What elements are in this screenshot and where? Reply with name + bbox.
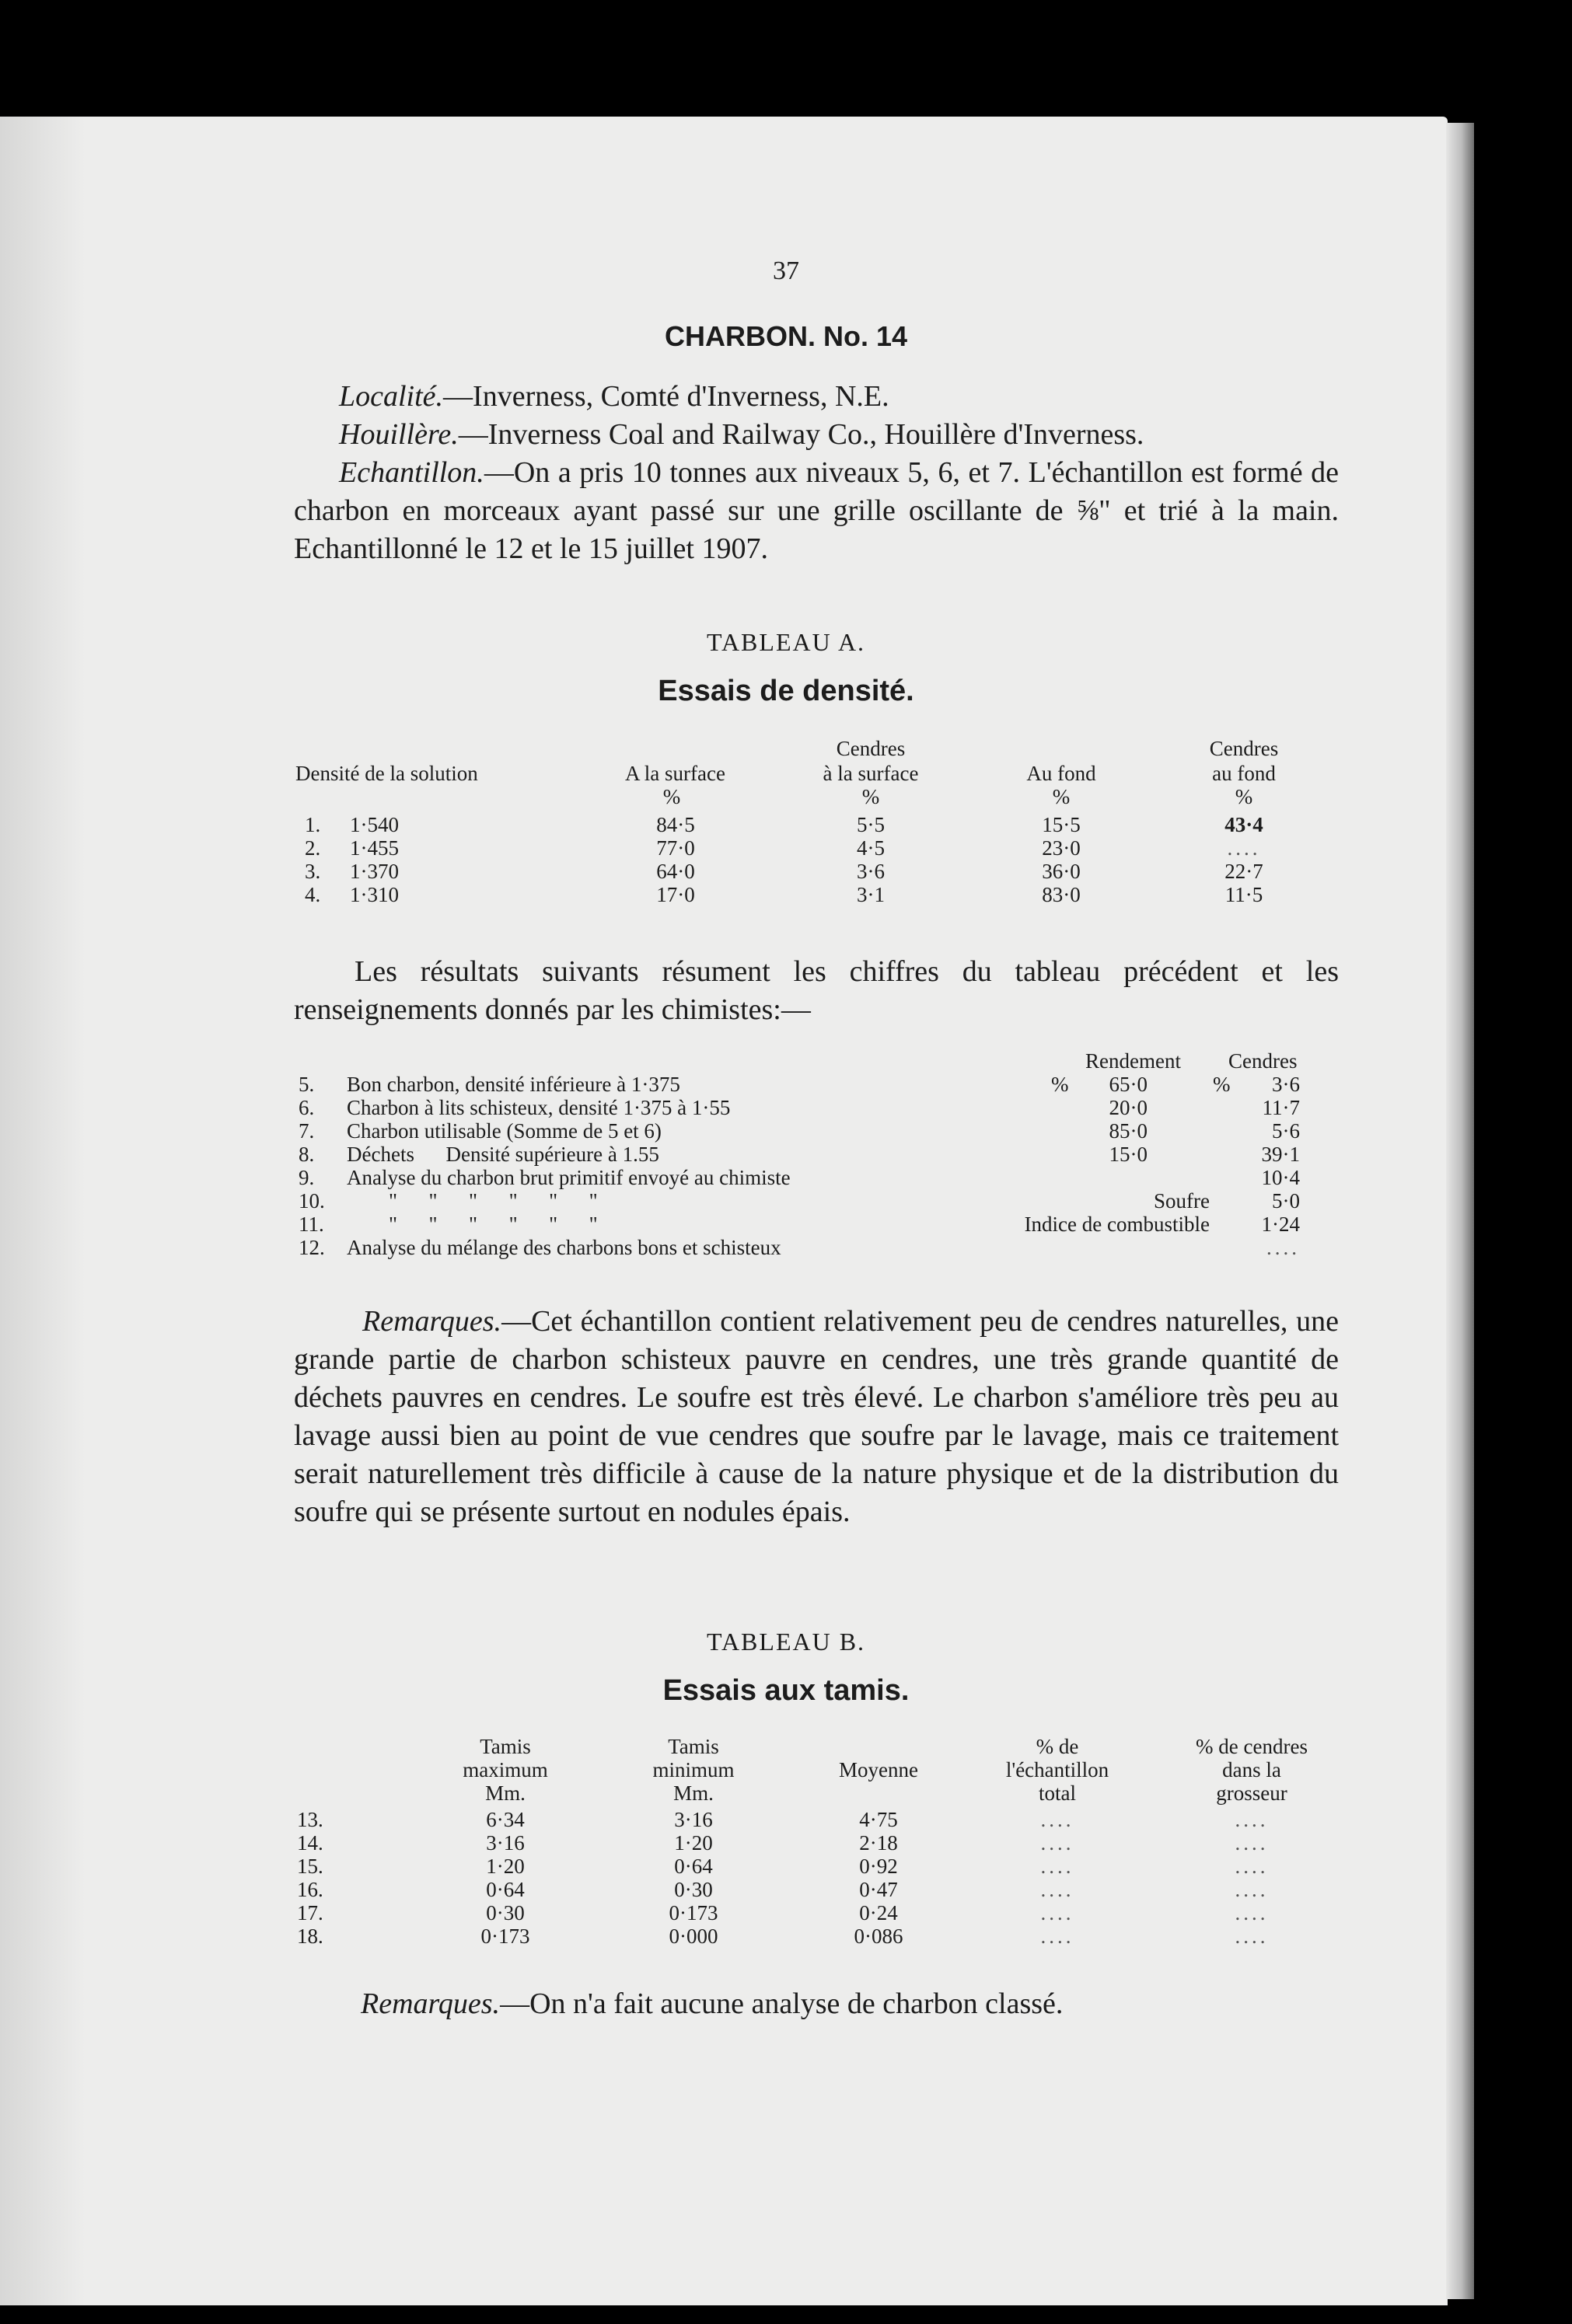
remarques-b <box>361 1987 1063 2021</box>
pct-mark-surface: % <box>662 785 681 808</box>
cendres-surface-value: 5·5 <box>857 813 885 836</box>
densite-value: 1·310 <box>350 883 399 906</box>
localite-text: —Inverness, Comté d'Inverness, N.E. <box>443 380 889 413</box>
pct-mark-cendres-surface: % <box>861 785 880 808</box>
rendement-value: Soufre <box>1154 1189 1210 1213</box>
cendres-fond-value: 22·7 <box>1224 860 1263 883</box>
col-max-header-1: Tamis <box>480 1735 531 1758</box>
moy-value: 0·24 <box>859 1901 898 1924</box>
cendres-surface-value: 3·1 <box>857 883 885 906</box>
cendres-fond-value: 43·4 <box>1224 813 1263 836</box>
remarques-a <box>294 1303 1339 1531</box>
echantillon-text: —On a pris 10 tonnes aux niveaux 5, 6, et 7. L'échantillon est formé de charbon en morceaux ayant passé sur une grille oscillante de ⅝" et trié à la main. Echantillonné le 12 et le 15 juillet 1907. <box>294 456 1339 565</box>
moy-value: 0·47 <box>859 1878 898 1901</box>
cendres-value: 11·7 <box>1262 1096 1300 1119</box>
fond-value: 83·0 <box>1042 883 1081 906</box>
rendement-value: Indice de combustible <box>1024 1213 1210 1236</box>
rendement-value: 15·0 <box>1109 1143 1148 1166</box>
col-cendres-surface-header-2: à la surface <box>823 762 919 785</box>
cen-value: .... <box>1235 1831 1269 1855</box>
row-number: 8. <box>299 1143 315 1166</box>
min-value: 1·20 <box>674 1831 713 1855</box>
min-value: 0·64 <box>674 1855 713 1878</box>
remarques-a-text: —Cet échantillon contient relativement peu de cendres naturelles, une grande partie de charbon schisteux pauvre en cendres, une très grande quantité de déchets pauvres en cendres. Le soufre est très élevé. Le charbon s'améliore très peu au lavage aussi bien au point de vue cendres que soufre par le lavage, mais ce traitement serait naturellement très difficile à cause de la nature physique et de la distribution du soufre qui se présente surtout en nodules épais. <box>294 1305 1339 1528</box>
table-b-title: TABLEAU B. <box>706 1628 866 1656</box>
col-cen-header-1: % de cendres <box>1196 1735 1308 1758</box>
col-cendres-fond-header-2: au fond <box>1212 762 1276 785</box>
row-label: Charbon à lits schisteux, densité 1·375 à 1·55 <box>347 1096 731 1119</box>
col-max-header-3: Mm. <box>485 1781 526 1805</box>
row-number: 18. <box>297 1924 323 1948</box>
houillere-text: —Inverness Coal and Railway Co., Houillère d'Inverness. <box>458 418 1144 451</box>
table-a-title: TABLEAU A. <box>706 628 866 656</box>
max-value: 1·20 <box>486 1855 525 1878</box>
col-cen-header-2: dans la <box>1222 1758 1281 1781</box>
moy-value: 2·18 <box>859 1831 898 1855</box>
cendres-value: 39·1 <box>1261 1143 1300 1166</box>
col-max-header-2: maximum <box>463 1758 548 1781</box>
row-number: 1. <box>305 813 321 836</box>
col-surface-header: A la surface <box>625 762 725 785</box>
page-left-shade <box>0 117 86 2305</box>
cendres-value: 5·6 <box>1272 1119 1300 1143</box>
row-number: 4. <box>305 883 321 906</box>
table-b-subtitle: Essais aux tamis. <box>662 1674 910 1707</box>
table-a-subtitle: Essais de densité. <box>658 675 914 707</box>
ech-value: .... <box>1040 1878 1074 1901</box>
row-number: 12. <box>299 1236 325 1259</box>
page-number: 37 <box>773 256 799 285</box>
cendres-value: 5·0 <box>1272 1189 1300 1213</box>
row-label: Analyse du mélange des charbons bons et schisteux <box>347 1236 781 1259</box>
row-number: 16. <box>297 1878 323 1901</box>
intro-block <box>294 378 1339 568</box>
houillere-label: Houillère. <box>339 418 459 451</box>
surface-value: 84·5 <box>656 813 695 836</box>
localite-line <box>294 378 1339 416</box>
densite-value: 1·370 <box>350 860 399 883</box>
col-densite-header: Densité de la solution <box>295 762 478 785</box>
col-ech-header-2: l'échantillon <box>1005 1758 1109 1781</box>
col-rendement-header: Rendement <box>1085 1049 1181 1073</box>
rendement-value: 65·0 <box>1109 1073 1148 1096</box>
cendres-fond-value: 11·5 <box>1224 883 1263 906</box>
ech-value: .... <box>1040 1855 1074 1878</box>
ech-value: .... <box>1040 1924 1074 1948</box>
cen-value: .... <box>1235 1855 1269 1878</box>
summary-intro: Les résultats suivants résument les chiffres du tableau précédent et les renseignements donnés par les chimistes:— <box>294 955 1339 1026</box>
row-number: 6. <box>299 1096 315 1119</box>
pct-mark-cendres-fond: % <box>1235 785 1253 808</box>
row-number: 11. <box>299 1213 324 1236</box>
fond-value: 23·0 <box>1042 836 1081 860</box>
pct-mark-cendres: % <box>1213 1073 1231 1096</box>
row-number: 7. <box>299 1119 315 1143</box>
cendres-value: 1·24 <box>1261 1213 1300 1236</box>
echantillon-paragraph <box>294 454 1339 568</box>
surface-value: 77·0 <box>656 836 695 860</box>
cen-value: .... <box>1235 1808 1269 1831</box>
cendres-surface-value: 3·6 <box>857 860 885 883</box>
row-number: 14. <box>297 1831 323 1855</box>
remarques-b-text: —On n'a fait aucune analyse de charbon classé. <box>500 1987 1064 2020</box>
ech-value: .... <box>1040 1808 1074 1831</box>
cendres-value: 10·4 <box>1261 1166 1300 1189</box>
rendement-value: 20·0 <box>1109 1096 1148 1119</box>
cendres-value: .... <box>1266 1236 1300 1259</box>
localite-label: Localité. <box>339 380 444 413</box>
cen-value: .... <box>1235 1924 1269 1948</box>
row-label: " " " " " " <box>389 1213 598 1236</box>
max-value: 6·34 <box>486 1808 525 1831</box>
row-number: 2. <box>305 836 321 860</box>
row-number: 10. <box>299 1189 325 1213</box>
surface-value: 64·0 <box>656 860 695 883</box>
col-ech-header-1: % de <box>1036 1735 1079 1758</box>
pct-mark-rendement: % <box>1051 1073 1069 1096</box>
section-heading: CHARBON. No. 14 <box>664 320 908 352</box>
col-cendres-surface-header-1: Cendres <box>836 737 906 760</box>
row-label: Bon charbon, densité inférieure à 1·375 <box>347 1073 680 1096</box>
col-cendres-fond-header-1: Cendres <box>1209 737 1279 760</box>
max-value: 0·30 <box>486 1901 525 1924</box>
cen-value: .... <box>1235 1878 1269 1901</box>
ech-value: .... <box>1040 1831 1074 1855</box>
row-label: Analyse du charbon brut primitif envoyé au chimiste <box>347 1166 791 1189</box>
row-number: 5. <box>299 1073 315 1096</box>
row-number: 13. <box>297 1808 323 1831</box>
cen-value: .... <box>1235 1901 1269 1924</box>
min-value: 0·173 <box>669 1901 718 1924</box>
min-value: 0·000 <box>669 1924 718 1948</box>
remarques-a-label: Remarques. <box>362 1305 502 1338</box>
col-fond-header: Au fond <box>1026 762 1096 785</box>
moy-value: 0·92 <box>859 1855 898 1878</box>
row-label: " " " " " " <box>389 1189 598 1213</box>
cendres-value: 3·6 <box>1272 1073 1300 1096</box>
col-min-header-3: Mm. <box>673 1781 714 1805</box>
cendres-surface-value: 4·5 <box>857 836 885 860</box>
densite-value: 1·455 <box>350 836 399 860</box>
row-number: 3. <box>305 860 321 883</box>
row-label: Charbon utilisable (Somme de 5 et 6) <box>347 1119 662 1143</box>
max-value: 3·16 <box>486 1831 525 1855</box>
remarques-b-label: Remarques. <box>361 1987 501 2020</box>
max-value: 0·173 <box>480 1924 530 1948</box>
col-moy-header: Moyenne <box>839 1758 918 1781</box>
row-number: 9. <box>299 1166 315 1189</box>
col-cendres-header: Cendres <box>1228 1049 1298 1073</box>
col-ech-header-3: total <box>1039 1781 1076 1805</box>
ech-value: .... <box>1040 1901 1074 1924</box>
fond-value: 36·0 <box>1042 860 1081 883</box>
moy-value: 4·75 <box>859 1808 898 1831</box>
rendement-value: 85·0 <box>1109 1119 1148 1143</box>
col-min-header-2: minimum <box>652 1758 735 1781</box>
row-number: 17. <box>297 1901 323 1924</box>
col-min-header-1: Tamis <box>668 1735 719 1758</box>
pct-mark-fond: % <box>1052 785 1071 808</box>
densite-value: 1·540 <box>350 813 399 836</box>
page-edge <box>1446 123 1474 2299</box>
row-label: Déchets Densité supérieure à 1.55 <box>347 1143 659 1166</box>
moy-value: 0·086 <box>854 1924 903 1948</box>
houillere-line <box>294 416 1339 454</box>
echantillon-label: Echantillon. <box>339 456 484 489</box>
row-number: 15. <box>297 1855 323 1878</box>
fond-value: 15·5 <box>1042 813 1081 836</box>
max-value: 0·64 <box>486 1878 525 1901</box>
col-cen-header-3: grosseur <box>1216 1781 1287 1805</box>
min-value: 0·30 <box>674 1878 713 1901</box>
min-value: 3·16 <box>674 1808 713 1831</box>
surface-value: 17·0 <box>656 883 695 906</box>
cendres-fond-value: .... <box>1227 836 1261 860</box>
